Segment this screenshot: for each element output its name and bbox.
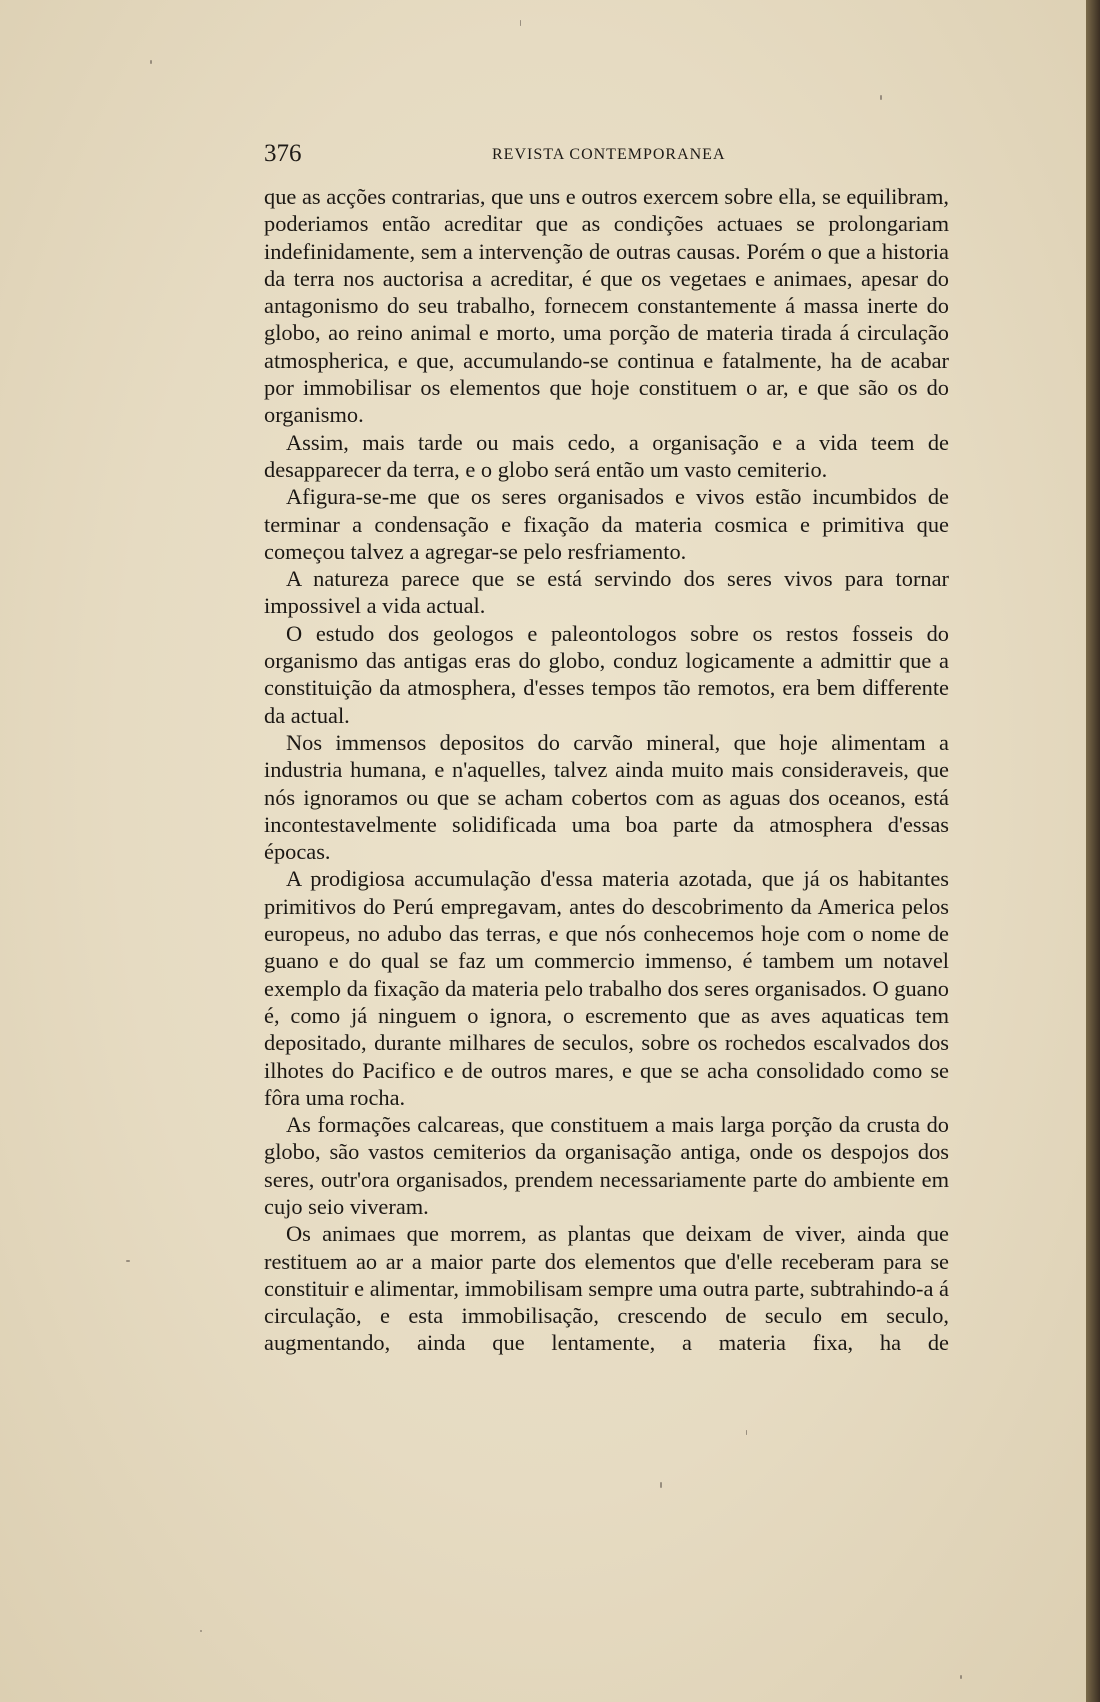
paragraph: que as acções contrarias, que uns e outros exercem sobre ella, se equilibram, poderiamos então acreditar que as condições actuaes se prolongariam indefinidamente, sem a intervenção de outras causas. Porém o que a historia da terra nos auctorisa a acreditar, é que os vegetaes e animaes, apesar do antagonismo do seu trabalho, fornecem constantemente á massa inerte do globo, ao reino animal e morto, uma porção de materia tirada á circulação atmospherica, e que, accumulando-se continua e fatalmente, ha de acabar por immobilisar os elementos que hoje constituem o ar, e que são os do organismo. <box>264 184 949 428</box>
paragraph: Assim, mais tarde ou mais cedo, a organisação e a vida teem de desapparecer da terra, e o globo será então um vasto cemiterio. <box>264 429 949 482</box>
paragraph: O estudo dos geologos e paleontologos sobre os restos fosseis do organismo das antigas eras do globo, conduz logicamente a admittir que a constituição da atmosphera, d'esses tempos tão remotos, era bem differente da actual. <box>264 620 949 728</box>
book-edge <box>1086 0 1100 1702</box>
paragraph: A prodigiosa accumulação d'essa materia azotada, que já os habitantes primitivos do Perú empregavam, antes do descobrimento da America pelos europeus, no adubo das terras, e que nós conhecemos hoje com o nome de guano e do qual se faz um commercio immenso, é tambem um notavel exemplo da fixação da materia pelo trabalho dos seres organisados. O guano é, como já ninguem o ignora, o escremento que as aves aquaticas tem depositado, durante milhares de seculos, sobre os rochedos escalvados dos ilhotes do Pacifico e de outros mares, e que se acha consolidado como se fôra uma rocha. <box>264 866 949 1110</box>
paragraph: As formações calcareas, que constituem a mais larga porção da crusta do globo, são vastos cemiterios da organisação antiga, onde os despojos dos seres, outr'ora organisados, prendem necessariamente parte do ambiente em cujo seio viveram. <box>264 1112 949 1219</box>
page-number: 376 <box>264 140 302 167</box>
page-header <box>264 140 944 172</box>
paragraph: Nos immensos depositos do carvão mineral, que hoje alimentam a industria humana, e n'aquelles, talvez ainda muito mais consideraveis, que nós ignoramos ou que se acham cobertos com as aguas dos oceanos, está incontestavelmente solidificada uma boa parte da atmosphera d'essas épocas. <box>264 729 949 865</box>
running-title: REVISTA CONTEMPORANEA <box>492 146 726 163</box>
paragraph: Os animaes que morrem, as plantas que deixam de viver, ainda que restituem ao ar a maior parte dos elementos que d'elle receberam para se constituir e alimentar, immobilisam sempre uma outra parte, subtrahindo-a á circulação, e esta immobilisação, crescendo de seculo em seculo, augmentando, ainda que lentamente, a materia fixa, ha de <box>264 1221 949 1356</box>
body-text <box>264 183 949 1357</box>
paragraph: A natureza parece que se está servindo dos seres vivos para tornar impossivel a vida actual. <box>264 566 949 619</box>
paragraph: Afigura-se-me que os seres organisados e vivos estão incumbidos de terminar a condensação e fixação da materia cosmica e primitiva que começou talvez a agregar-se pelo resfriamento. <box>264 484 949 564</box>
